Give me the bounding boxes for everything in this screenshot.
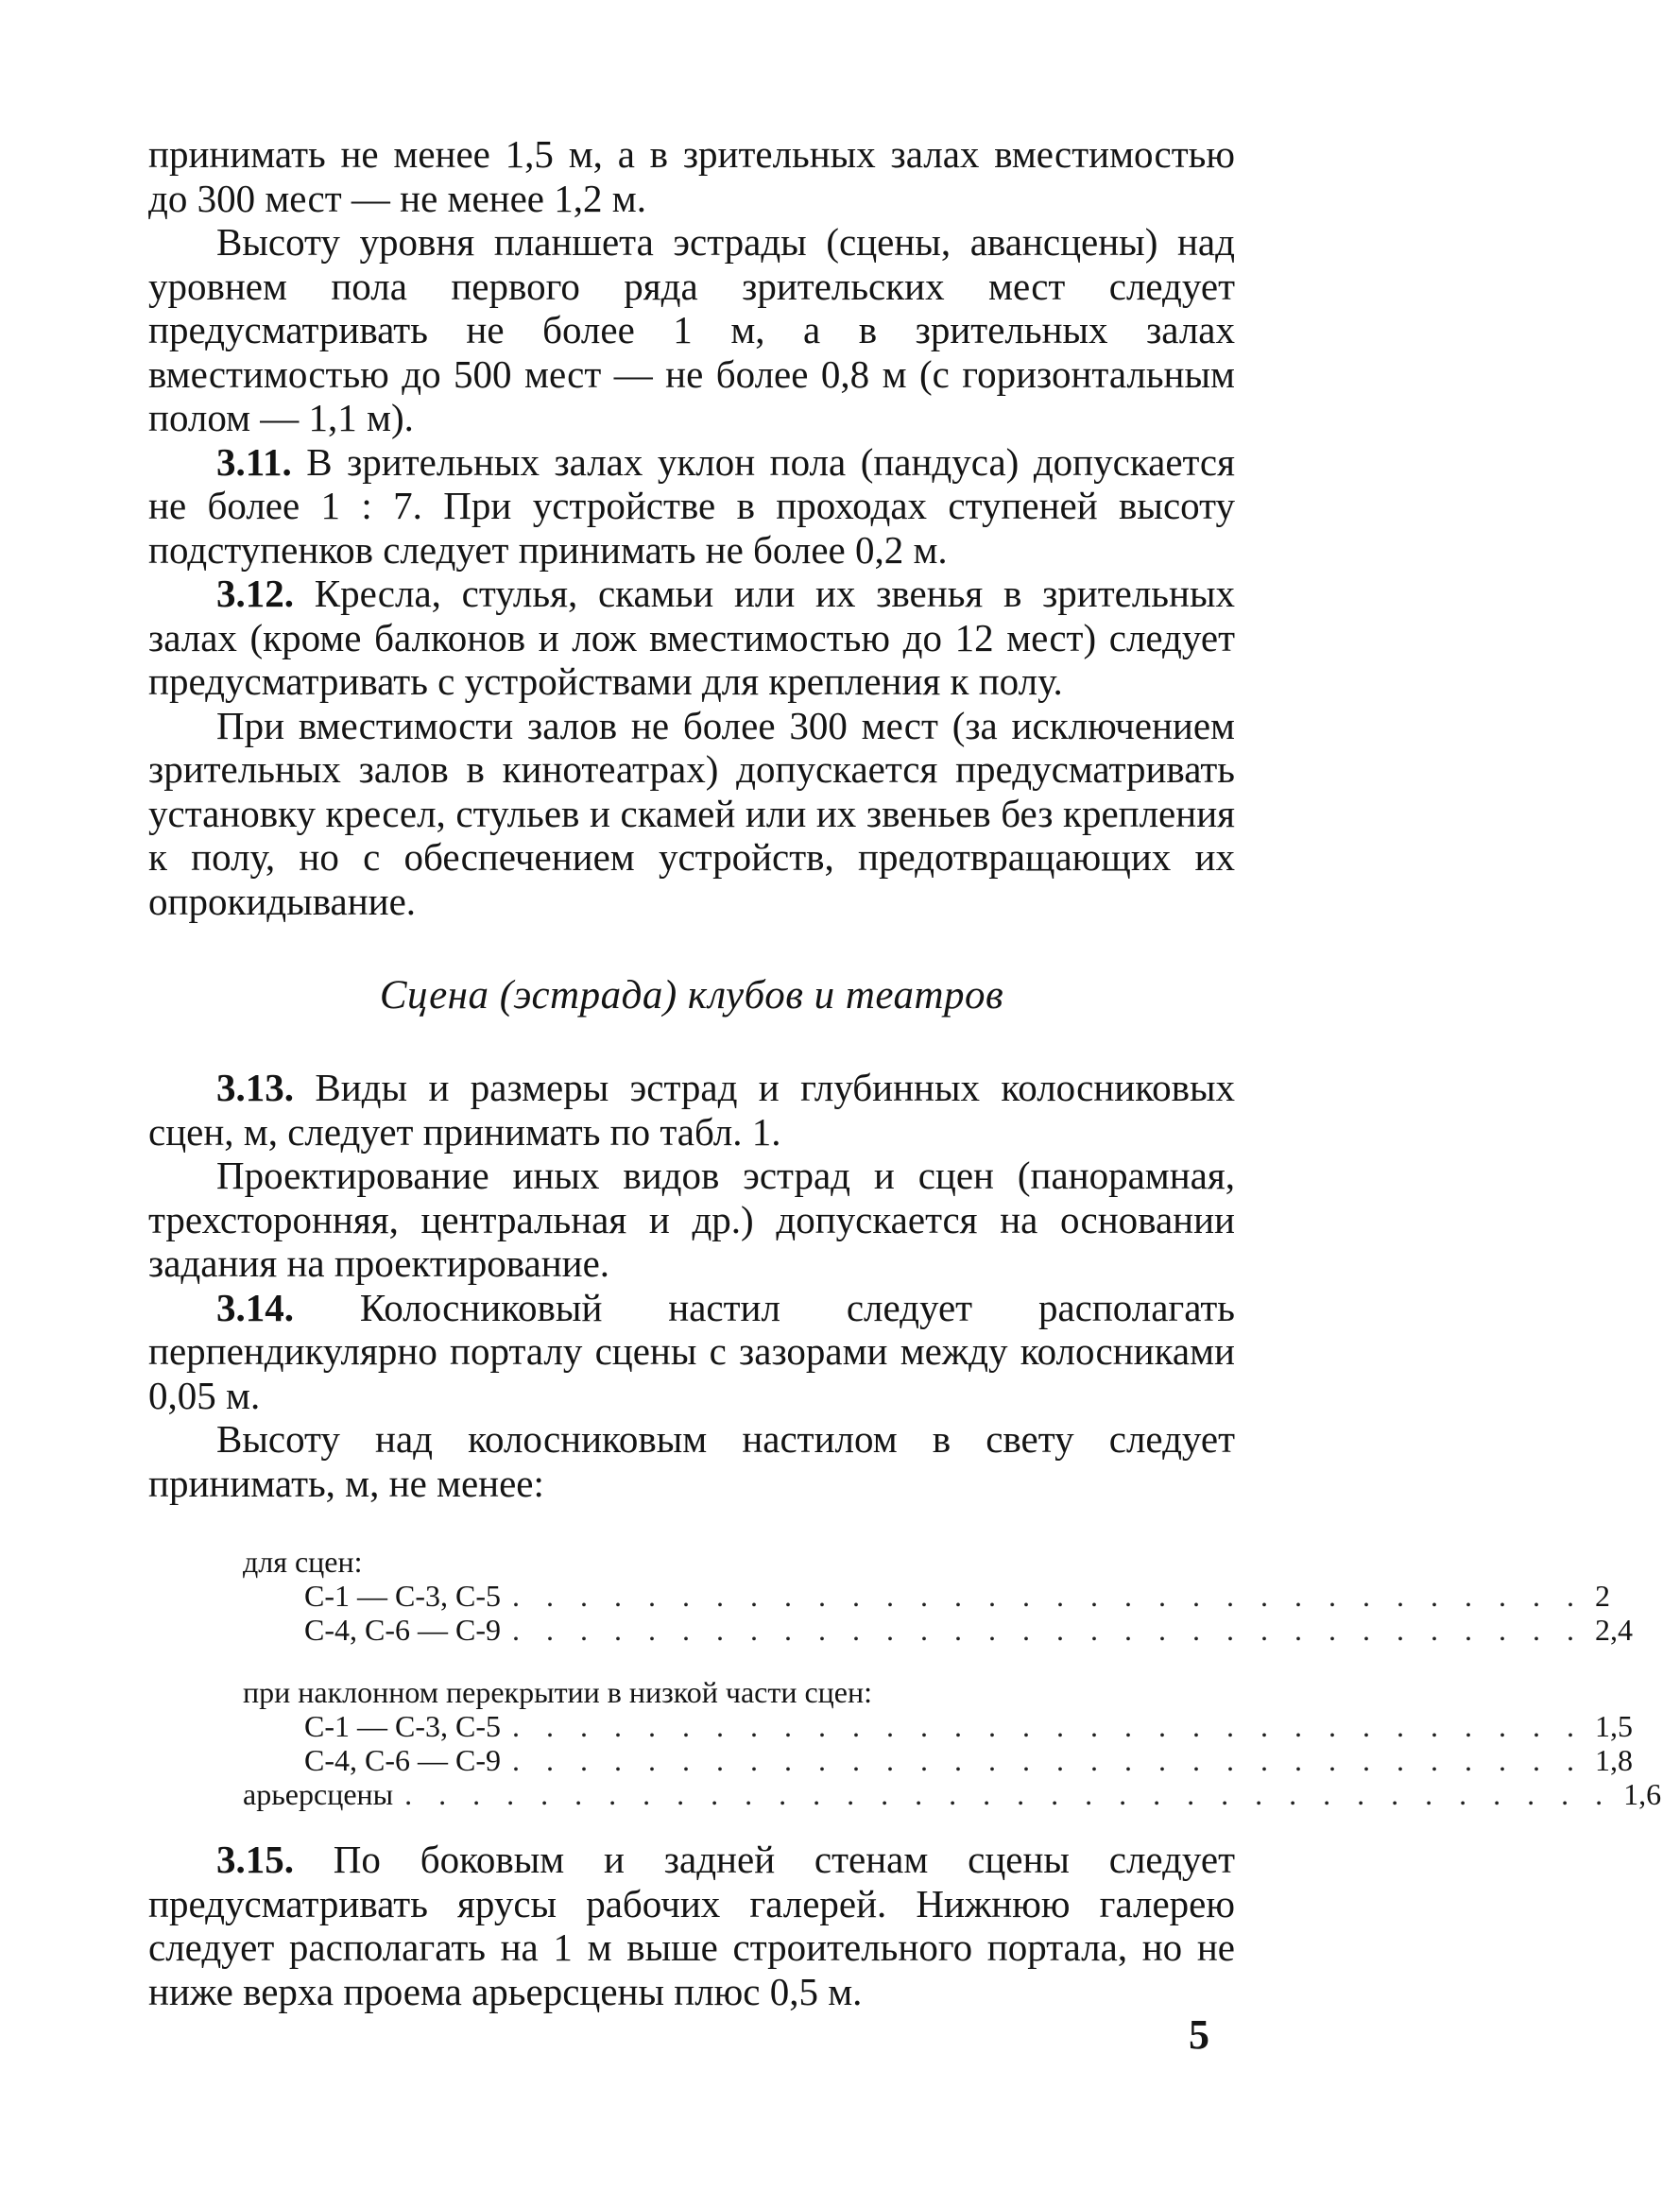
list-item: С-1 — С-3, С-5 . . . . . . . . . . . . . . . . . . . . . . . . . . . . . . . . 2 bbox=[304, 1579, 1610, 1613]
document-page bbox=[148, 132, 1662, 2013]
clause-3-14: 3.14. Колосниковый настил следует располагать перпендикулярно порталу сцены с зазорами между колосниками 0,05 м. bbox=[148, 1285, 1235, 1417]
page-number: 5 bbox=[1189, 2011, 1209, 2058]
clause-3-12: 3.12. Кресла, стулья, скамьи или их звенья в зрительных залах (кроме балконов и лож вместимостью до 12 мест) следует предусматривать с устройствами для крепления к полу. bbox=[148, 572, 1235, 703]
list-group-title: при наклонном перекрытии в низкой части сцен: bbox=[243, 1675, 872, 1709]
paragraph: принимать не менее 1,5 м, а в зрительных залах вместимостью до 300 мест — не менее 1,2 м. bbox=[148, 132, 1235, 220]
list-group-title: для сцен: bbox=[243, 1545, 363, 1579]
list-item: С-4, С-6 — С-9 . . . . . . . . . . . . . . . . . . . . . . . . . . . . . . . . 1,8 bbox=[304, 1743, 1633, 1777]
paragraph: Высоту над колосниковым настилом в свету следует принимать, м, не менее: bbox=[148, 1417, 1235, 1505]
paragraph: Проектирование иных видов эстрад и сцен (панорамная, трехсторонняя, центральная и др.) допускается на основании задания на проектирование. bbox=[148, 1154, 1235, 1285]
list-item: арьерсцены . . . . . . . . . . . . . . . . . . . . . . . . . . . . . . . . . . . . 1,6 bbox=[243, 1777, 1662, 1811]
clause-3-11: 3.11. В зрительных залах уклон пола (пандуса) допускается не более 1 : 7. При устройстве в проходах ступеней высоту подступенков следует принимать не более 0,2 м. bbox=[148, 439, 1235, 572]
section-heading: Сцена (эстрада) клубов и театров bbox=[379, 973, 1004, 1018]
height-list bbox=[148, 1545, 1662, 1811]
clause-3-13: 3.13. Виды и размеры эстрад и глубинных колосниковых сцен, м, следует принимать по табл. 1. bbox=[148, 1066, 1235, 1154]
clause-3-15: 3.15. По боковым и задней стенам сцены следует предусматривать ярусы рабочих галерей. Нижнюю галерею следует располагать на 1 м выше строительного портала, но не ниже верха проема арьерсцены плюс 0,5 м. bbox=[148, 1838, 1235, 2013]
paragraph: При вместимости залов не более 300 мест (за исключением зрительных залов в кинотеатрах) допускается предусматривать установку кресел, стульев и скамей или их звеньев без крепления к полу, но с обеспечением устройств, предотвращающих их опрокидывание. bbox=[148, 703, 1235, 923]
list-item: С-4, С-6 — С-9 . . . . . . . . . . . . . . . . . . . . . . . . . . . . . . . . 2,4 bbox=[304, 1613, 1633, 1647]
paragraph: Высоту уровня планшета эстрады (сцены, авансцены) над уровнем пола первого ряда зрительских мест следует предусматривать не более 1 м, а в зрительных залах вместимостью до 500 мест — не более 0,8 м (с горизонтальным полом — 1,1 м). bbox=[148, 220, 1235, 439]
list-item: С-1 — С-3, С-5 . . . . . . . . . . . . . . . . . . . . . . . . . . . . . . . . 1,5 bbox=[304, 1709, 1633, 1743]
